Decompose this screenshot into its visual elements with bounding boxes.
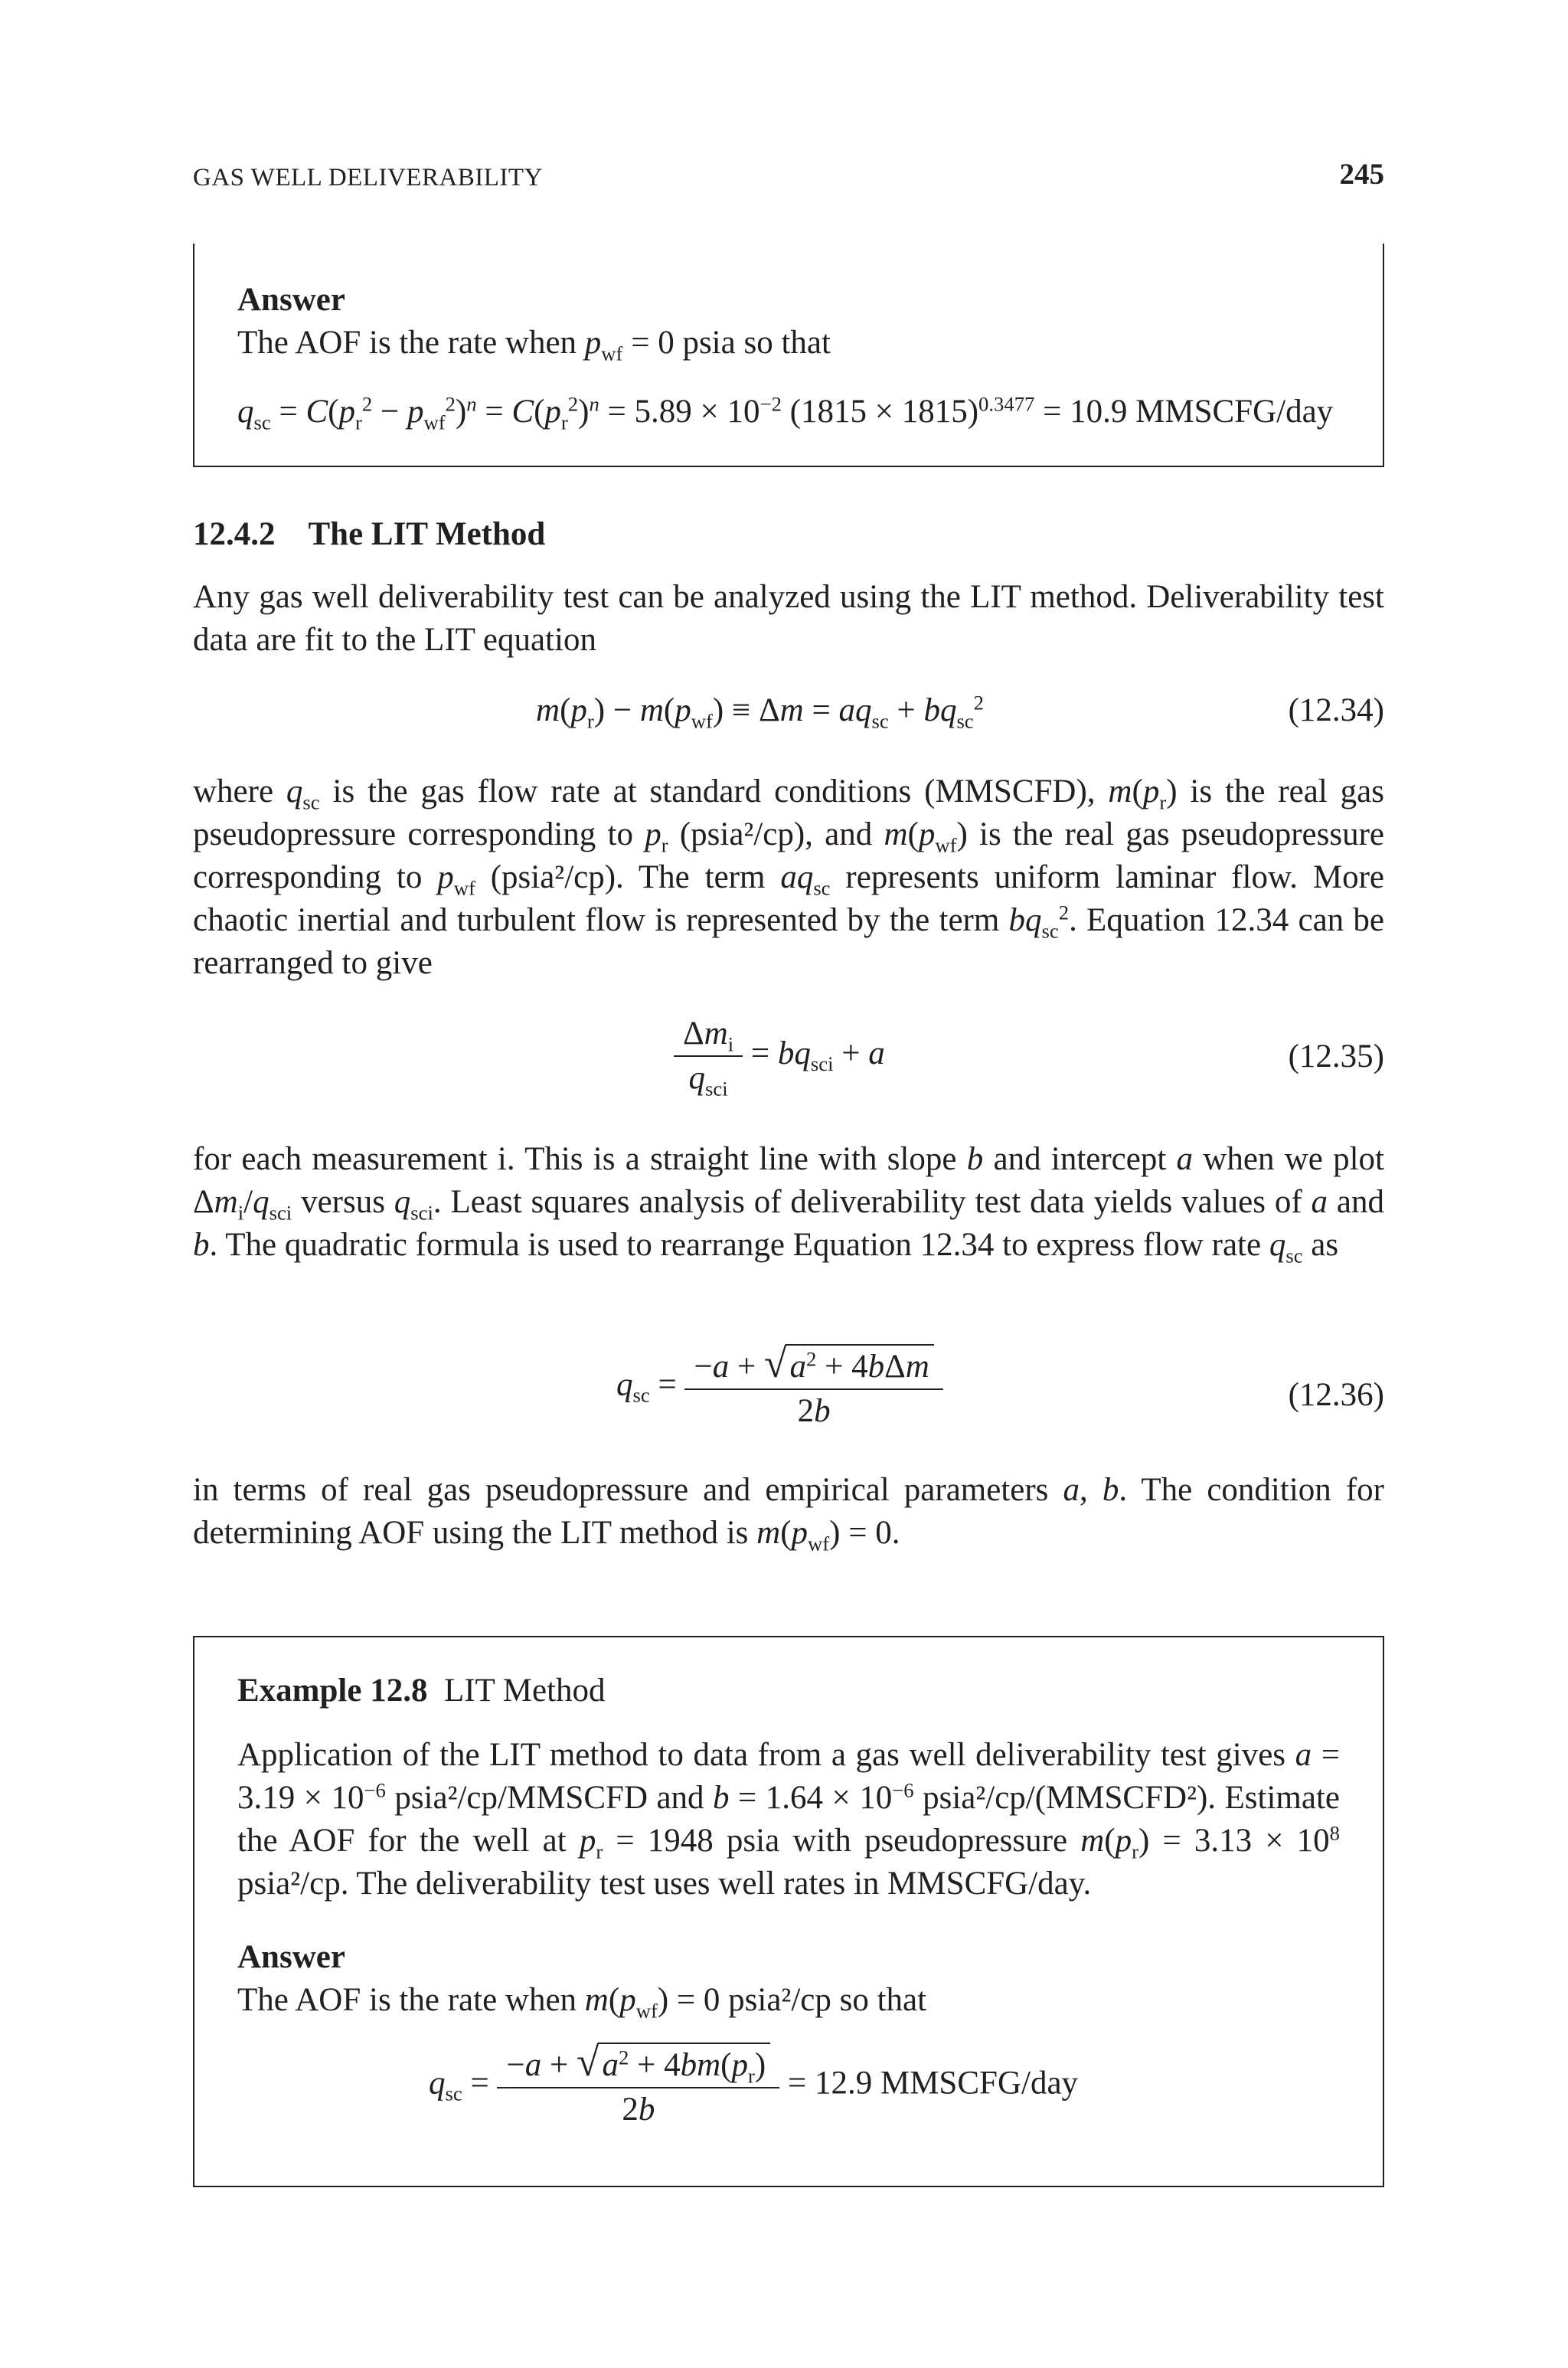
equation-number-12-36: (12.36)	[1288, 1377, 1384, 1413]
example-answer-heading: Answer	[237, 1939, 345, 1975]
section-heading: 12.4.2 The LIT Method	[193, 516, 546, 552]
running-head-title: GAS WELL DELIVERABILITY	[193, 164, 543, 191]
paragraph-lit-intro: Any gas well deliverability test can be analyzed using the LIT method. Deliverability test data are fit to the LIT equation	[193, 579, 1384, 658]
example-heading: Example 12.8 LIT Method	[237, 1673, 606, 1709]
example-answer-text: The AOF is the rate when $m(p_{wf}) = 0$ psia²/cp so that	[237, 1982, 927, 2023]
paragraph-definitions: where $q_{sc}$ is the gas flow rate at standard conditions (MMSCFD), $m(p_r)$ is the real gas pseudopressure corresponding to $p_r$ (psia²/cp), and $m(p_{wf})$ is the real gas pseudopressure corresponding to $p_{wf}$ (psia²/cp). The term $aq_{sc}$ represents uniform laminar flow. More chaotic inertial and turbulent flow is represented by the term $bq_{sc}^2$. Equation 12.34 can be rearranged to give	[193, 774, 1385, 981]
aof-equation: $q_{sc} = C(p_r^2 - p_{wf}^2)^n = C(p_r^2)^n = 5.89 \times 10^{-2}$ $(1815 \times 1815)^{0.3477} = 10.9$ MMSCFG/day	[237, 392, 1334, 434]
running-head	[193, 153, 1384, 191]
equation-12-35: $\frac{\Delta m_i}{q_{sci}}$ = $bq_{sci} + a$	[674, 1012, 885, 1100]
equation-12-34: $m(p_r) - m(p_{wf}) \equiv \Delta m = aq_{sc} + bq_{sc}^2$	[536, 691, 984, 733]
page-number: 245	[1339, 158, 1384, 191]
example-result-equation: $q_{sc}$ = $\frac{-a + √a^2 + 4bm(p_r)}{2b}$ = 12.9 MMSCFG/day	[429, 2039, 1079, 2128]
example-problem-text: Application of the LIT method to data from a gas well deliverability test gives $a = 3.19 \times 10^{-6}$ psia²/cp/MMSCFD and $b = 1.64 \times 10^{-6}$ psia²/cp/(MMSCFD²). Estimate the AOF for the well at $p_r = 1948$ psia with pseudopressure $m(p_r) = 3.13 \times 10^8$ psia²/cp. The deliverability test uses well rates in MMSCFG/day.	[237, 1737, 1340, 1902]
answer-text: The AOF is the rate when $p_{wf} = 0$ psia so that	[237, 325, 831, 365]
equation-12-36: $q_{sc}$ = $\frac{-a + √a^2 + 4b\Delta m}{2b}$	[616, 1342, 943, 1433]
paragraph-least-squares: for each measurement i. This is a straight line with slope b and intercept a when we plot $\Delta m_i/q_{sci}$ versus $q_{sci}$. Least squares analysis of deliverability test data yields values of a and b. The quadratic formula is used to rearrange Equation 12.34 to express flow rate $q_{sc}$ as	[193, 1141, 1384, 1267]
equation-number-12-35: (12.35)	[1288, 1038, 1384, 1074]
answer-heading: Answer	[237, 282, 345, 318]
equation-number-12-34: (12.34)	[1288, 692, 1384, 728]
paragraph-aof-condition: in terms of real gas pseudopressure and empirical parameters a, b. The condition for determining AOF using the LIT method is $m(p_{wf}) = 0$.	[193, 1472, 1384, 1555]
